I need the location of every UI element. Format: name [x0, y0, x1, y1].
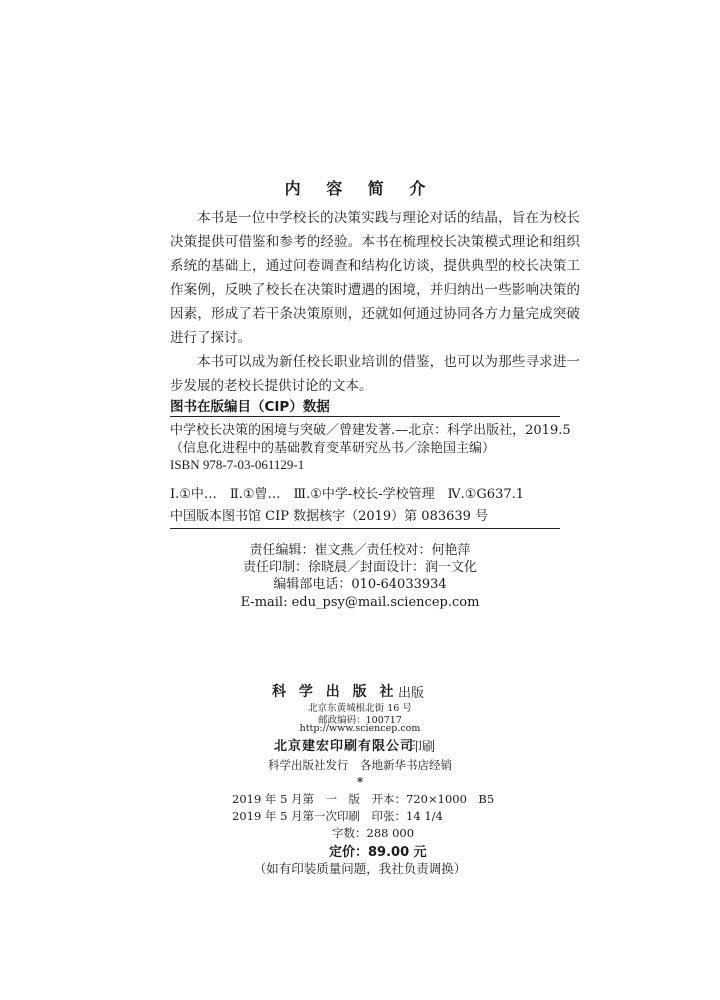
printer-suffix: 印刷 [409, 740, 436, 755]
cip-record: 中国版本图书馆 CIP 数据核字（2019）第 083639 号 [170, 509, 489, 524]
cip-title: 图书在版编目（CIP）数据 [170, 399, 330, 415]
cip-line-2: （信息化进程中的基础教育变革研究丛书／涂艳国主编） [170, 441, 496, 456]
credits-production: 责任印制：徐晓晨／封面设计：润一文化 [242, 560, 477, 575]
cip-classification: Ⅰ.①中… Ⅱ.①曾… Ⅲ.①中学-校长-学校管理 Ⅳ.①G637.1 [170, 487, 525, 502]
intro-paragraph-2: 本书可以成为新任校长职业培训的借鉴，也可以为那些寻求进一步发展的老校长提供讨论的文本。 [170, 354, 580, 394]
cip-line-1: 中学校长决策的困境与突破／曾建发著.—北京：科学出版社，2019.5 [170, 423, 571, 438]
publisher-address: 北京东黄城根北街 16 号 [308, 703, 412, 714]
printer-name: 北京建宏印刷有限公司 [274, 739, 415, 754]
cip-top-rule [170, 416, 560, 417]
cip-isbn: ISBN 978-7-03-061129-1 [170, 457, 305, 472]
publisher-suffix: 出版 [398, 686, 425, 701]
intro-text [170, 206, 580, 398]
separator-star: * [356, 775, 364, 789]
distribution: 科学出版社发行 各地新华书店经销 [268, 758, 452, 772]
publisher-logo: 科 学 出 版 社 [272, 684, 398, 700]
printing-info: 2019 年 5 月第一次印刷 印张：14 1/4 [232, 809, 443, 823]
publisher-website: http://www.sciencep.com [299, 723, 421, 734]
credits-editors: 责任编辑：崔文燕／责任校对：何艳萍 [249, 543, 471, 558]
cip-bottom-rule [170, 528, 560, 529]
word-count: 字数：288 000 [332, 826, 415, 840]
edition-info: 2019 年 5 月第 一 版 开本：720×1000 B5 [232, 792, 495, 806]
credits-email: E-mail: edu_psy@mail.sciencep.com [240, 595, 480, 610]
price: 定价：89.00 元 [329, 845, 427, 860]
quality-note: （如有印装质量问题，我社负责调换） [253, 861, 467, 876]
intro-paragraph-1: 本书是一位中学校长的决策实践与理论对话的结晶，旨在为校长决策提供可借鉴和参考的经验。本书在梳理校长决策模式理论和组织系统的基础上，通过问卷调查和结构化访谈，提供典型的校长决策工作案例，反映了校长在决策时遭遇的困境，并归纳出一些影响决策的因素，形成了若干条决策原则，还就如何通过协同各方力量完成突破进行了探讨。 [170, 210, 580, 346]
intro-title: 内 容 简 介 [284, 179, 436, 198]
credits-phone: 编辑部电话：010-64033934 [273, 577, 447, 592]
publisher-postal: 邮政编码：100717 [318, 715, 402, 726]
